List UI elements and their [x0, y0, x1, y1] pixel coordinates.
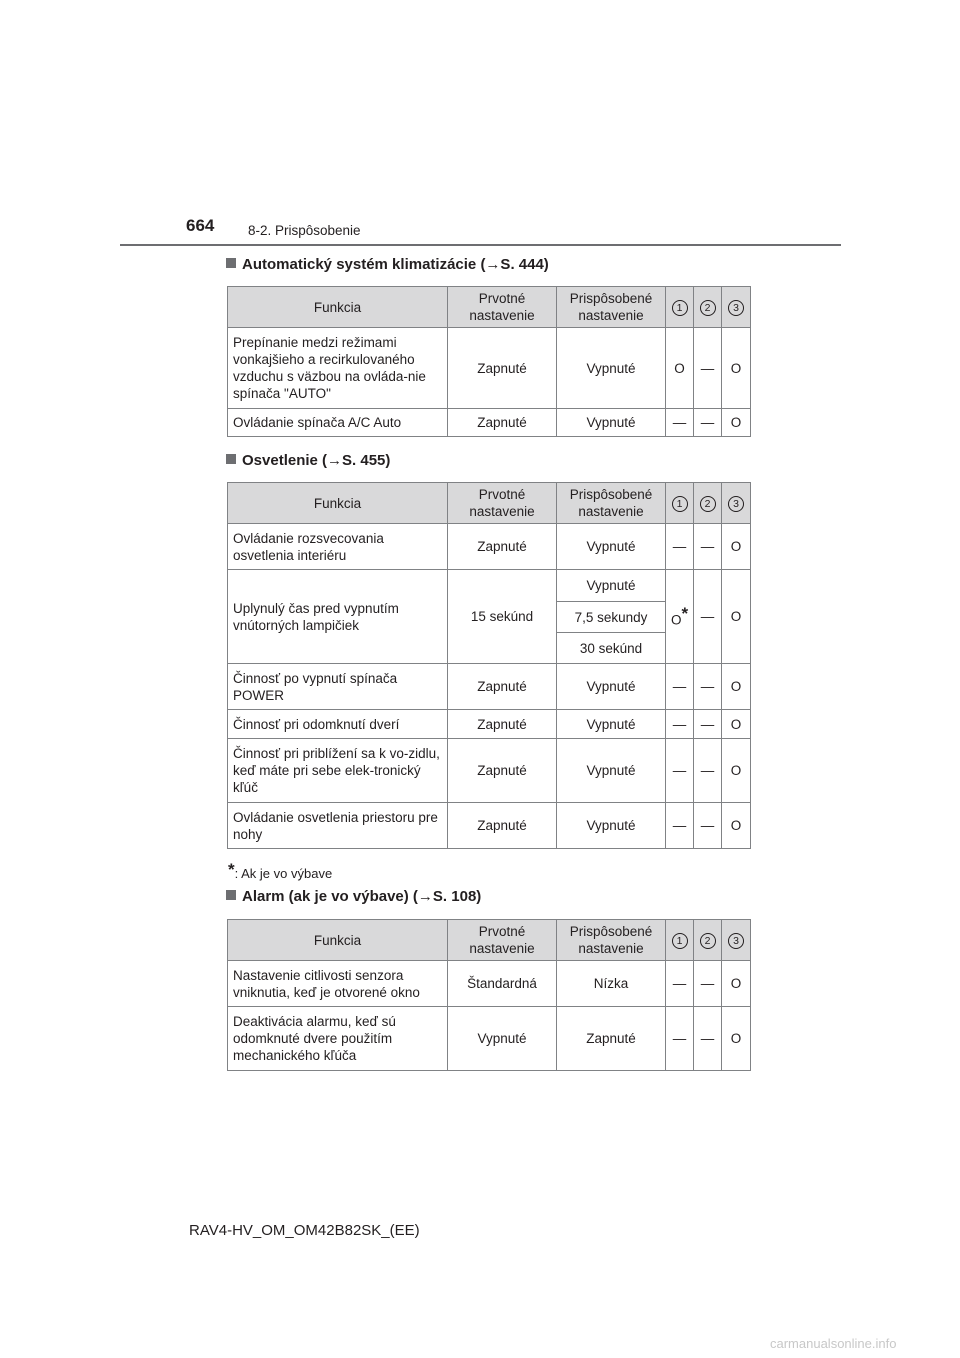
cell-prvotne: Štandardná	[448, 961, 557, 1007]
cell-c2: —	[694, 524, 722, 570]
circled-1-icon: 1	[672, 933, 688, 949]
cell-prisposobene: Vypnuté	[557, 524, 666, 570]
cell-c1: —	[666, 409, 694, 437]
bullet-square-icon	[226, 258, 236, 268]
footnote-asterisk: *	[228, 860, 235, 879]
table-klimatizacia	[227, 286, 751, 437]
cell-funkcia: Činnosť po vypnutí spínača POWER	[228, 664, 448, 710]
heading-text: Automatický systém klimatizácie (→S. 444)	[242, 256, 549, 273]
cell-c2: —	[694, 739, 722, 803]
heading-text: Osvetlenie (→S. 455)	[242, 452, 391, 469]
cell-prisposobene: Vypnuté	[557, 328, 666, 409]
col-header-2	[694, 483, 722, 524]
cell-prisposobene: Vypnuté	[557, 739, 666, 803]
table-alarm	[227, 919, 751, 1071]
col-header-1	[666, 920, 694, 961]
cell-c2: —	[694, 664, 722, 710]
cell-c3: O	[722, 409, 751, 437]
col-header-1	[666, 483, 694, 524]
cell-prvotne: Zapnuté	[448, 328, 557, 409]
cell-prisposobene: Vypnuté	[557, 803, 666, 849]
circled-2-icon: 2	[700, 300, 716, 316]
cell-c1: —	[666, 803, 694, 849]
cell-funkcia: Prepínanie medzi režimami vonkajšieho a recirkulovaného vzduchu s väzbou na ovláda-nie spínača "AUTO"	[228, 328, 448, 409]
circled-2-icon: 2	[700, 496, 716, 512]
asterisk-mark: *	[681, 603, 689, 623]
col-header-2	[694, 287, 722, 328]
cell-funkcia: Ovládanie spínača A/C Auto	[228, 409, 448, 437]
table-row	[228, 803, 751, 849]
table-row	[228, 409, 751, 437]
table-row	[228, 1007, 751, 1071]
cell-c1: —	[666, 961, 694, 1007]
table-row	[228, 570, 751, 602]
cell-prvotne: Zapnuté	[448, 664, 557, 710]
cell-c1: —	[666, 524, 694, 570]
cell-prisposobene: Zapnuté	[557, 1007, 666, 1071]
circled-3-icon: 3	[728, 300, 744, 316]
cell-c3: O	[722, 961, 751, 1007]
cell-prvotne: Zapnuté	[448, 803, 557, 849]
col-header-prisposobene: Prispôsobené nastavenie	[557, 287, 666, 328]
cell-c3: O	[722, 739, 751, 803]
table-row	[228, 664, 751, 710]
header-divider	[120, 244, 841, 246]
cell-prvotne: Zapnuté	[448, 524, 557, 570]
heading-alarm	[226, 888, 481, 905]
cell-prisposobene: Vypnuté	[557, 664, 666, 710]
col-header-2	[694, 920, 722, 961]
cell-c3: O	[722, 803, 751, 849]
col-header-1	[666, 287, 694, 328]
cell-c2: —	[694, 570, 722, 664]
cell-prisposobene: Vypnuté	[557, 710, 666, 739]
cell-c3: O	[722, 1007, 751, 1071]
cell-c1: —	[666, 1007, 694, 1071]
cell-prvotne: Zapnuté	[448, 739, 557, 803]
table-row	[228, 961, 751, 1007]
cell-c2: —	[694, 409, 722, 437]
table-row	[228, 739, 751, 803]
table-row	[228, 328, 751, 409]
cell-funkcia: Činnosť pri priblížení sa k vo-zidlu, keď máte pri sebe elek-tronický kľúč	[228, 739, 448, 803]
watermark: carmanualsonline.info	[770, 1336, 897, 1351]
cell-prvotne: 15 sekúnd	[448, 570, 557, 664]
cell-c3: O	[722, 570, 751, 664]
cell-c1: —	[666, 664, 694, 710]
bullet-square-icon	[226, 454, 236, 464]
cell-prisposobene: Vypnuté	[557, 409, 666, 437]
cell-c3: O	[722, 710, 751, 739]
cell-c2: —	[694, 961, 722, 1007]
cell-funkcia: Ovládanie osvetlenia priestoru pre nohy	[228, 803, 448, 849]
section-title: 8-2. Prispôsobenie	[248, 223, 361, 238]
cell-funkcia: Deaktivácia alarmu, keď sú odomknuté dvere použitím mechanického kľúča	[228, 1007, 448, 1071]
circled-1-icon: 1	[672, 496, 688, 512]
cell-c3: O	[722, 664, 751, 710]
table-osvetlenie	[227, 482, 751, 849]
cell-c2: —	[694, 328, 722, 409]
cell-c1: —	[666, 739, 694, 803]
cell-prisposobene: Nízka	[557, 961, 666, 1007]
col-header-3	[722, 287, 751, 328]
document-code: RAV4-HV_OM_OM42B82SK_(EE)	[189, 1222, 420, 1239]
col-header-funkcia: Funkcia	[228, 287, 448, 328]
cell-prvotne: Zapnuté	[448, 710, 557, 739]
heading-text: Alarm (ak je vo výbave) (→S. 108)	[242, 888, 482, 905]
col-header-prvotne: Prvotné nastavenie	[448, 287, 557, 328]
cell-c3: O	[722, 524, 751, 570]
cell-prvotne: Vypnuté	[448, 1007, 557, 1071]
cell-c1	[666, 570, 694, 664]
cell-funkcia: Uplynulý čas pred vypnutím vnútorných lampičiek	[228, 570, 448, 664]
col-header-3	[722, 920, 751, 961]
cell-option: 7,5 sekundy	[557, 602, 666, 633]
page-number: 664	[186, 216, 215, 235]
bullet-square-icon	[226, 890, 236, 900]
footnote	[228, 860, 332, 881]
cell-c2: —	[694, 803, 722, 849]
col-header-prisposobene: Prispôsobené nastavenie	[557, 483, 666, 524]
cell-funkcia: Nastavenie citlivosti senzora vniknutia, keď je otvorené okno	[228, 961, 448, 1007]
cell-option: 30 sekúnd	[557, 633, 666, 664]
cell-option: Vypnuté	[557, 570, 666, 602]
cell-c3: O	[722, 328, 751, 409]
table-row	[228, 710, 751, 739]
heading-osvetlenie	[226, 452, 390, 469]
col-header-funkcia: Funkcia	[228, 920, 448, 961]
cell-funkcia: Činnosť pri odomknutí dverí	[228, 710, 448, 739]
table-row	[228, 524, 751, 570]
col-header-funkcia: Funkcia	[228, 483, 448, 524]
heading-klimatizacia	[226, 256, 549, 273]
footnote-text: : Ak je vo výbave	[234, 866, 333, 881]
circled-1-icon: 1	[672, 300, 688, 316]
col-header-prvotne: Prvotné nastavenie	[448, 483, 557, 524]
cell-c1: O	[666, 328, 694, 409]
col-header-prisposobene: Prispôsobené nastavenie	[557, 920, 666, 961]
cell-c1: —	[666, 710, 694, 739]
cell-funkcia: Ovládanie rozsvecovania osvetlenia interiéru	[228, 524, 448, 570]
cell-prvotne: Zapnuté	[448, 409, 557, 437]
col-header-3	[722, 483, 751, 524]
circled-3-icon: 3	[728, 933, 744, 949]
cell-c1-value: O	[671, 612, 682, 628]
circled-3-icon: 3	[728, 496, 744, 512]
circled-2-icon: 2	[700, 933, 716, 949]
cell-c2: —	[694, 710, 722, 739]
col-header-prvotne: Prvotné nastavenie	[448, 920, 557, 961]
cell-c2: —	[694, 1007, 722, 1071]
